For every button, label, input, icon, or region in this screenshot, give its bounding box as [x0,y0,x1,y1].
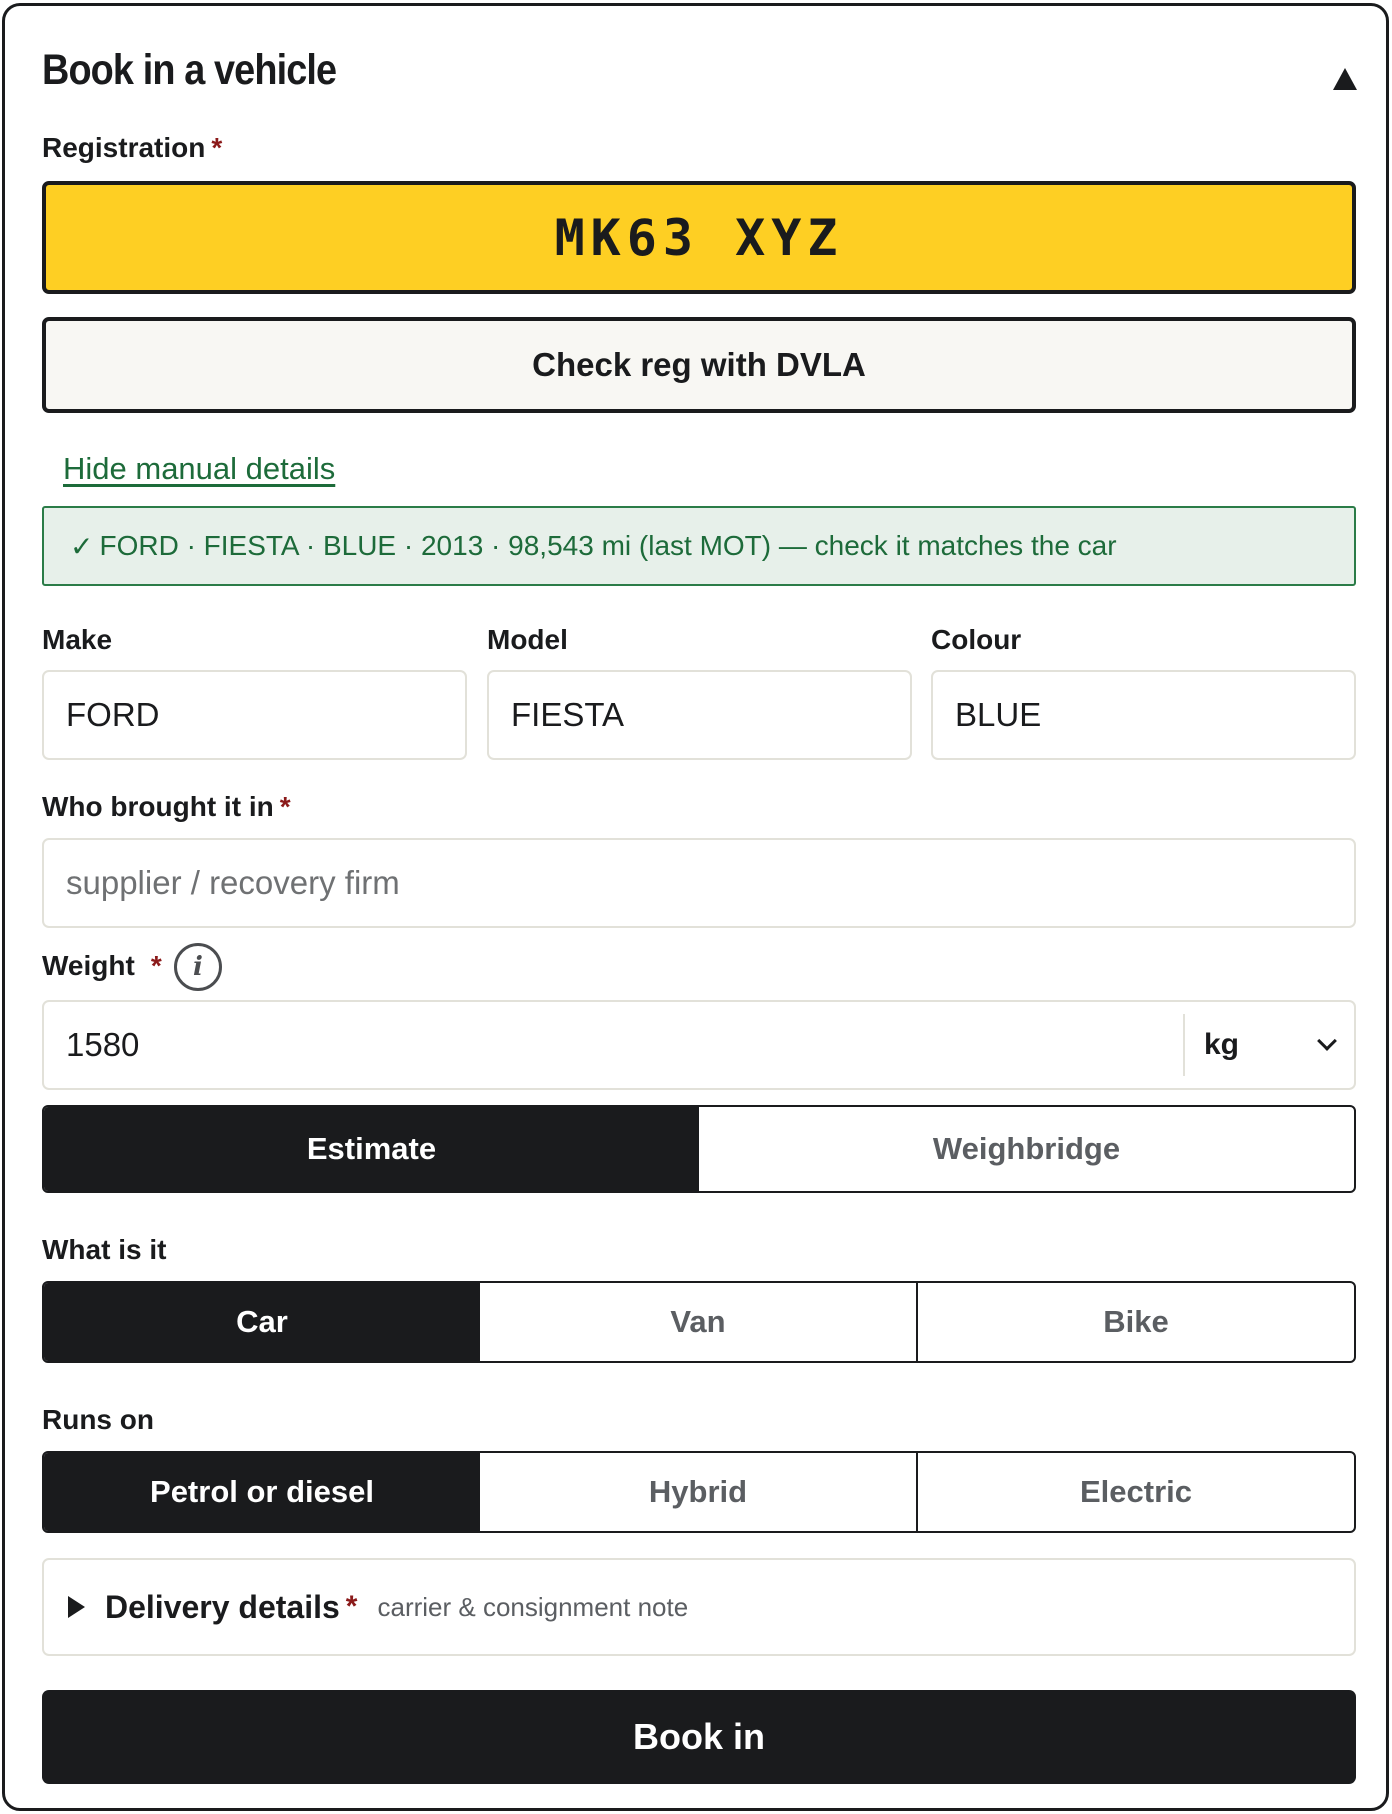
weight-label-text: Weight [42,950,135,981]
what-is-it-label: What is it [42,1234,167,1265]
colour-label: Colour [931,624,1022,655]
panel-title: Book in a vehicle [42,46,337,94]
bike-option[interactable]: Bike [916,1283,1354,1361]
petrol-diesel-option[interactable]: Petrol or diesel [44,1453,480,1531]
dvla-match-banner [42,506,1356,586]
delivery-details-subtitle: carrier & consignment note [377,1591,689,1622]
checkmark-icon: ✓ [70,530,94,562]
hybrid-option[interactable]: Hybrid [648,1474,748,1509]
electric-option[interactable]: Electric [916,1453,1354,1531]
unit-select-value: kg [1204,1028,1240,1061]
weighbridge-option[interactable]: Weighbridge [932,1131,1121,1166]
fuel-type-toggle [42,1451,1356,1533]
match-banner-text: FORD · FIESTA · BLUE · 2013 · 98,543 mi (last MOT) — check it matches the car [99,530,1117,561]
weight-input-group [42,1000,1356,1090]
brought-in-input[interactable]: supplier / recovery firm [42,838,1356,928]
estimate-option[interactable]: Estimate [44,1107,699,1191]
delivery-details-title: Delivery details [105,1588,340,1625]
delivery-details-expander[interactable] [42,1558,1356,1656]
colour-field[interactable]: BLUE [931,670,1356,760]
registration-plate-input[interactable]: MK63 XYZ [42,181,1356,294]
info-icon[interactable]: i [174,943,222,991]
model-label: Model [487,624,568,655]
chevron-down-icon [1317,1031,1337,1051]
required-mark: * [150,950,162,981]
required-mark: * [345,1590,358,1623]
book-in-button[interactable]: Book in [42,1690,1356,1784]
van-option[interactable]: Van [670,1304,726,1339]
brought-in-label [42,791,291,823]
weight-label [42,950,162,982]
unit-select[interactable] [1204,1002,1354,1088]
expand-triangle-icon [68,1596,85,1618]
make-field[interactable]: FORD [42,670,467,760]
weight-method-toggle [42,1105,1356,1193]
weight-input[interactable]: 1580 [66,1026,140,1063]
car-option[interactable]: Car [44,1283,480,1361]
required-mark: * [279,791,291,822]
hide-manual-details-link[interactable]: Hide manual details [63,451,336,486]
registration-label [42,132,222,164]
required-mark: * [211,132,223,163]
brought-in-label-text: Who brought it in [42,791,274,822]
unit-divider [1183,1014,1185,1076]
model-field[interactable]: FIESTA [487,670,912,760]
vehicle-type-toggle [42,1281,1356,1363]
runs-on-label: Runs on [42,1404,154,1435]
caret-up-icon[interactable] [1333,68,1357,90]
registration-label-text: Registration [42,132,206,163]
book-in-vehicle-panel [2,3,1389,1811]
check-dvla-button[interactable]: Check reg with DVLA [42,317,1356,413]
make-label: Make [42,624,113,655]
